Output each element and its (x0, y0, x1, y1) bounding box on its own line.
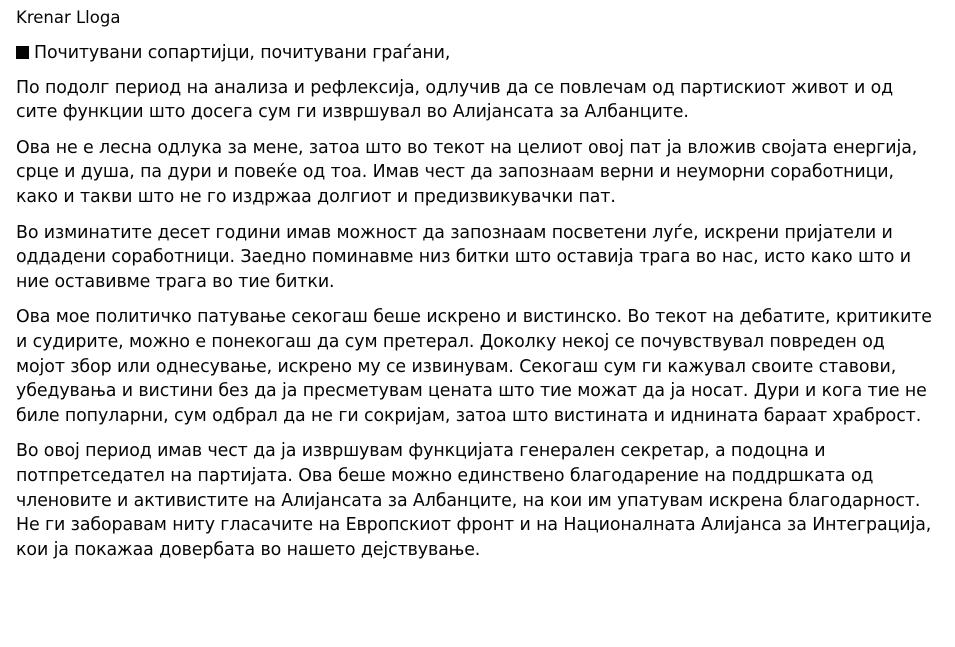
paragraph: Во изминатите десет години имав можност да запознаам посветени луѓе, искрени пријатели и оддадени соработници. Заедно поминавме низ битки што оставија трага во нас, исто како што и ние оставивме трага во тие битки. (16, 222, 911, 292)
post-body (16, 41, 935, 562)
paragraph: Во овој период имав чест да ја извршувам функцијата генерален секретар, а подоцна и потпретседател на партијата. Ова беше можно единствено благодарение на поддршката од членовите и активистите на Алијансата за Албанците, на кои им упатувам искрена благодарност. Не ги заборавам ниту гласачите на Европскиот фронт и на Националната Алијанса за Интеграција, кои ја покажаа довербата во нашето дејствување. (16, 441, 932, 560)
paragraph: Ова мое политичко патување секогаш беше искрено и вистинско. Во текот на дебатите, критиките и судирите, можно е понекогаш да сум претерал. Доколку некој се почувствувал повреден од мојот збор или однесување, искрено му се извинувам. Секогаш сум ги кажувал своите ставови, убедувања и вистини без да ја пресметувам цената што тие можат да ја носат. Дури и кога тие не биле популарни, сум одбрал да не ги сокријам, затоа што вистината и иднината бараат храброст. (16, 307, 932, 426)
black-square-icon (16, 46, 29, 59)
author-name[interactable]: Krenar Lloga (16, 8, 121, 27)
greeting-text: Почитувани сопартијци, почитувани граѓани, (34, 43, 451, 63)
greeting-line (16, 41, 935, 66)
paragraph: По подолг период на анализа и рефлексија, одлучив да се повлечам од партискиот живот и од сите функции што досега сум ги извршувал во Алијансата за Албанците. (16, 77, 894, 123)
paragraph: Ова не е лесна одлука за мене, затоа што во текот на целиот овој пат ја вложив својата енергија, срце и душа, па дури и повеќе од тоа. Имав чест да запознаам верни и неуморни соработници, како и такви што не го издржаа долгиот и предизвикувачки пат. (16, 137, 918, 207)
